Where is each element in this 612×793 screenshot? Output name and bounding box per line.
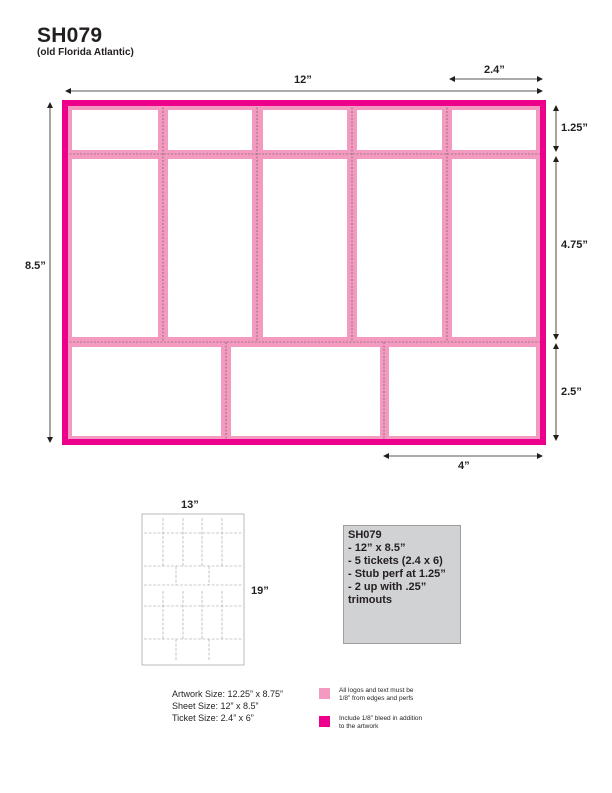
spec-line: - 2 up with .25” <box>348 581 427 593</box>
sheet-layout-thumbnail <box>142 514 244 665</box>
bleed-legend-text <box>339 715 422 731</box>
safe-zone-legend-swatch <box>319 688 330 699</box>
sheet-size-text: Sheet Size: 12” x 8.5” <box>172 701 259 711</box>
bleed-legend-swatch <box>319 716 330 727</box>
legend-line: 1/8” from edges and perfs <box>339 695 414 702</box>
ticket-size-text: Ticket Size: 2.4” x 6” <box>172 713 254 723</box>
sheet-outline <box>142 514 244 665</box>
ticket-height-label: 4.75” <box>561 239 588 251</box>
bottom-panel-2 <box>231 347 380 436</box>
legend-line: Include 1/8” bleed in addition <box>339 715 423 722</box>
ticket-panel-5 <box>452 159 536 337</box>
ticket-panel-4 <box>357 159 442 337</box>
height-label: 8.5” <box>25 260 46 272</box>
ticket-width-label: 2.4” <box>484 64 505 76</box>
bottom-row-height-label: 2.5” <box>561 386 582 398</box>
bottom-panel-1 <box>72 347 221 436</box>
ticket-panel-3 <box>263 159 347 337</box>
stub-height-label: 1.25” <box>561 122 588 134</box>
stub-panel-3 <box>263 110 347 150</box>
artwork-size-text: Artwork Size: 12.25” x 8.75” <box>172 689 284 699</box>
safe-zone-legend-text <box>339 687 413 703</box>
bottom-panel-3 <box>389 347 536 436</box>
ticket-panel-1 <box>72 159 158 337</box>
stub-panel-5 <box>452 110 536 150</box>
width-label: 12” <box>294 74 312 86</box>
spec-line: trimouts <box>348 594 392 606</box>
stub-panel-4 <box>357 110 442 150</box>
spec-line: - 5 tickets (2.4 x 6) <box>348 555 443 567</box>
sheet-width-label: 13” <box>181 499 199 511</box>
stub-panel-1 <box>72 110 158 150</box>
spec-summary-box <box>343 525 461 644</box>
ticket-panel-2 <box>168 159 252 337</box>
stub-panel-2 <box>168 110 252 150</box>
spec-line: - 12” x 8.5” <box>348 542 406 554</box>
legend-line: to the artwork <box>339 723 379 730</box>
spec-line: SH079 <box>348 529 382 541</box>
spec-line: - Stub perf at 1.25” <box>348 568 446 580</box>
legend-line: All logos and text must be <box>339 687 414 694</box>
bottom-ticket-width-label: 4” <box>458 460 470 472</box>
page-title: SH079 <box>37 24 103 47</box>
sheet-height-label: 19” <box>251 585 269 597</box>
page-subtitle: (old Florida Atlantic) <box>37 47 134 58</box>
